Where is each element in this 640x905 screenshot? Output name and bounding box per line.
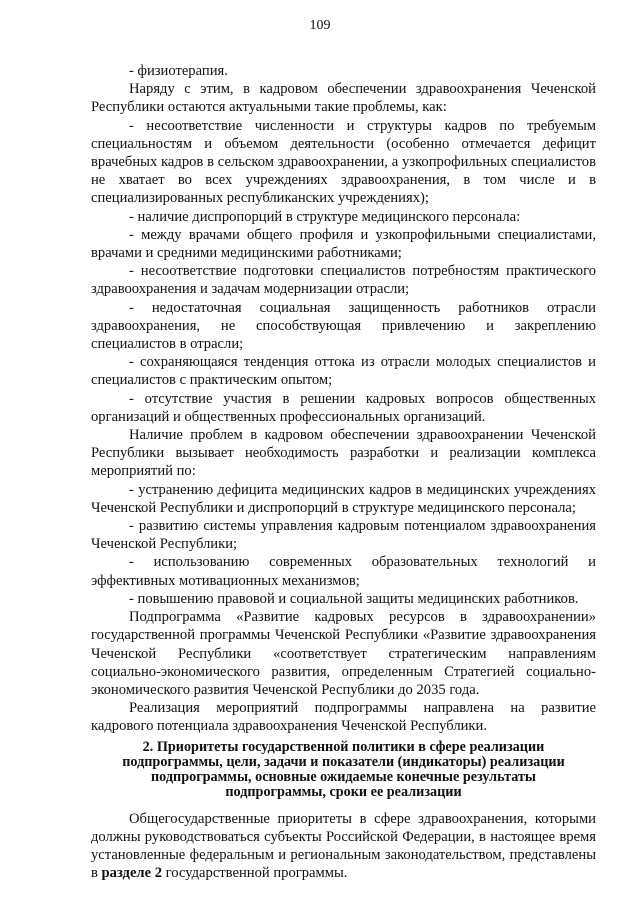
list-item: - повышению правовой и социальной защиты медицинских работников. <box>129 590 579 607</box>
section-heading <box>91 740 596 800</box>
paragraph: Наличие проблем в кадровом обеспечении здравоохранении Чеченской Республики вызывает необходимость разработки и реализации комплекса мероприятий по: <box>91 427 596 480</box>
list-item: - физиотерапия. <box>129 63 228 79</box>
final-paragraph-tail: государственной программы. <box>162 865 348 882</box>
final-paragraph <box>91 810 596 883</box>
section-heading-line: подпрограммы, цели, задачи и показатели (индикаторы) реализации <box>122 753 565 770</box>
list-item: - несоответствие численности и структуры кадров по требуемым специальностям и объемом деятельности (особенно отмечается дефицит врачебных кадров в сельском здравоохранении, а узкопрофильных специалистов не хватает во всех учреждениях здравоохранения, в том числе и в специализированных республиканских учреждениях); <box>91 117 596 207</box>
final-paragraph-text: Общегосударственные приоритеты в сфере здравоохранения, которыми должны руководствоваться субъекты Российской Федерации, в настоящее время установленные федеральным и региональным законодательством, представлены в <box>91 810 596 882</box>
paragraph: Реализация мероприятий подпрограммы направлена на развитие кадрового потенциала здравоохранения Чеченской Республики. <box>91 700 596 735</box>
page-number: 109 <box>309 18 331 33</box>
list-item: - отсутствие участия в решении кадровых вопросов общественных организаций и общественных профессиональных организаций. <box>91 390 596 425</box>
list-item: - недостаточная социальная защищенность работников отрасли здравоохранения, не способствующая привлечению и закреплению специалистов в отрасли; <box>91 299 596 353</box>
section-heading-line: 2. Приоритеты государственной политики в сфере реализации <box>142 738 545 755</box>
paragraph: Наряду с этим, в кадровом обеспечении здравоохранения Чеченской Республики остаются актуальными такие проблемы, как: <box>91 81 596 116</box>
list-item: - несоответствие подготовки специалистов потребностям практического здравоохранения и задачам модернизации отрасли; <box>91 263 596 298</box>
list-item: - наличие диспропорций в структуре медицинского персонала: <box>129 208 521 225</box>
section-heading-line: подпрограммы, сроки ее реализации <box>225 783 462 800</box>
section-heading-line: подпрограммы, основные ожидаемые конечные результаты <box>151 768 536 785</box>
list-item: - устранению дефицита медицинских кадров в медицинских учреждениях Чеченской Республики и диспропорций в структуре медицинского персонала; <box>91 481 596 516</box>
list-item: - сохраняющаяся тенденция оттока из отрасли молодых специалистов и специалистов с практическим опытом; <box>91 354 596 389</box>
list-item: - развитию системы управления кадровым потенциалом здравоохранения Чеченской Республики; <box>91 518 596 553</box>
paragraph: Подпрограмма «Развитие кадровых ресурсов в здравоохранении» государственной программы Чеченской Республики «Развитие здравоохранения Чеченской Республики «соответствует стратегическим направлениям социально-экономического развития, определенным Стратегией социально-экономического развития Чеченской Республики до 2035 года. <box>91 609 596 698</box>
list-item: - использованию современных образовательных технологий и эффективных мотивационных механизмов; <box>91 554 596 589</box>
section-reference: разделе 2 <box>101 865 163 882</box>
document-body <box>91 62 596 882</box>
list-item: - между врачами общего профиля и узкопрофильными специалистами, врачами и средними медицинскими работниками; <box>91 226 596 262</box>
